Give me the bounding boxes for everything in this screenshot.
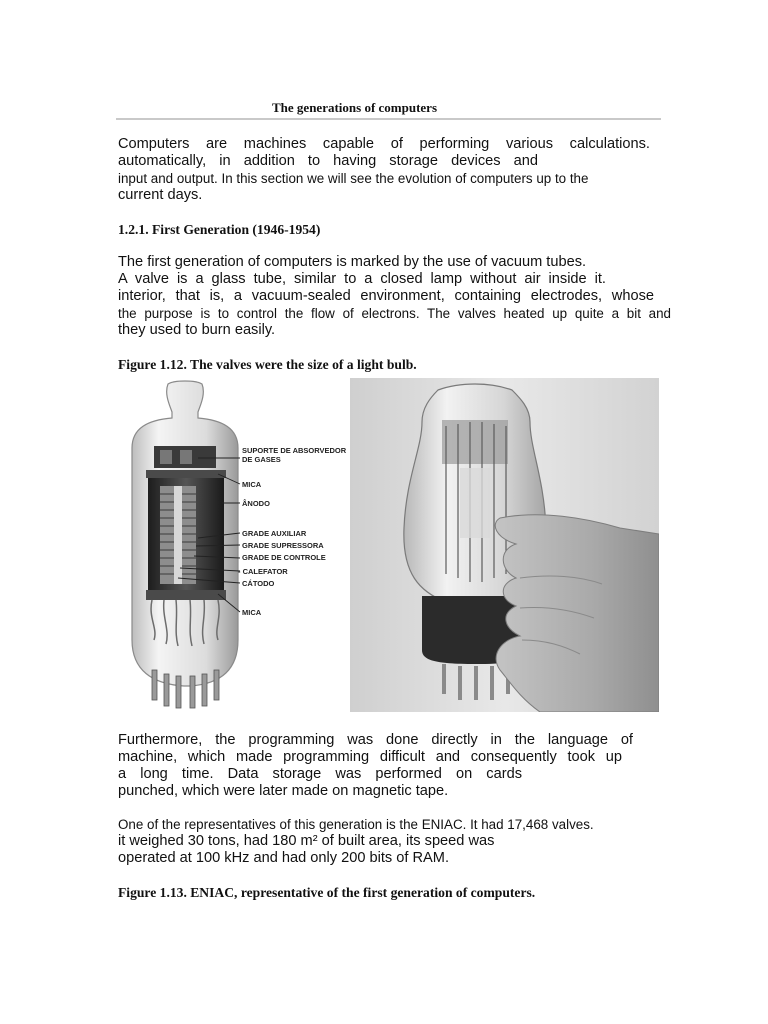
- label-control-grid: GRADE DE CONTROLE: [242, 553, 326, 562]
- figure-1-13-caption: Figure 1.13. ENIAC, representative of the first generation of computers.: [118, 885, 536, 900]
- label-mica-bottom: MICA: [242, 608, 262, 617]
- bottom-mica: [146, 590, 226, 600]
- section-line-3: interior, that is, a vacuum-sealed environment, containing electrodes, whose: [118, 288, 654, 304]
- section-line-4: the purpose is to control the flow of electrons. The valves heated up quite a bit and: [118, 306, 671, 321]
- title-divider: [116, 118, 661, 120]
- intro-line-2: automatically, in addition to having storage devices and: [118, 153, 538, 169]
- intro-line-1: Computers are machines capable of performing various calculations.: [118, 136, 650, 152]
- label-heater: - CALEFATOR: [238, 567, 288, 576]
- section-heading: 1.2.1. First Generation (1946-1954): [118, 222, 321, 237]
- valve-photo: [350, 378, 659, 712]
- section-line-2: A valve is a glass tube, similar to a closed lamp without air inside it.: [118, 271, 606, 287]
- section-line-1: The first generation of computers is marked by the use of vacuum tubes.: [118, 254, 587, 270]
- vacuum-tube-diagram: [118, 378, 350, 712]
- intro-line-3: input and output. In this section we will see the evolution of computers up to the: [118, 171, 589, 186]
- programming-line-1: Furthermore, the programming was done directly in the language of: [118, 732, 633, 748]
- top-mica: [146, 470, 226, 478]
- eniac-line-1: One of the representatives of this generation is the ENIAC. It had 17,468 valves.: [118, 817, 594, 832]
- label-suppressor-grid: GRADE SUPRESSORA: [242, 541, 324, 550]
- label-getter-support-2: DE GASES: [242, 455, 281, 464]
- cathode: [174, 486, 182, 584]
- label-getter-support-1: SUPORTE DE ABSORVEDOR: [242, 446, 347, 455]
- eniac-line-3: operated at 100 kHz and had only 200 bits of RAM.: [118, 850, 449, 866]
- intro-line-4: current days.: [118, 187, 203, 203]
- photo-hand: [495, 515, 659, 712]
- label-auxiliary-grid: GRADE AUXILIAR: [242, 529, 307, 538]
- figure-1-12-caption: Figure 1.12. The valves were the size of a light bulb.: [118, 357, 417, 372]
- page-title: The generations of computers: [272, 100, 438, 115]
- label-cathode: CÁTODO: [242, 579, 275, 588]
- programming-line-2: machine, which made programming difficult and consequently took up: [118, 749, 622, 765]
- label-anode: ÂNODO: [242, 499, 270, 508]
- programming-line-3: a long time. Data storage was performed on cards: [118, 766, 522, 782]
- label-mica-top: MICA: [242, 480, 262, 489]
- programming-line-4: punched, which were later made on magnetic tape.: [118, 783, 449, 799]
- eniac-line-2: it weighed 30 tons, had 180 m² of built area, its speed was: [118, 833, 495, 849]
- section-line-5: they used to burn easily.: [118, 322, 276, 338]
